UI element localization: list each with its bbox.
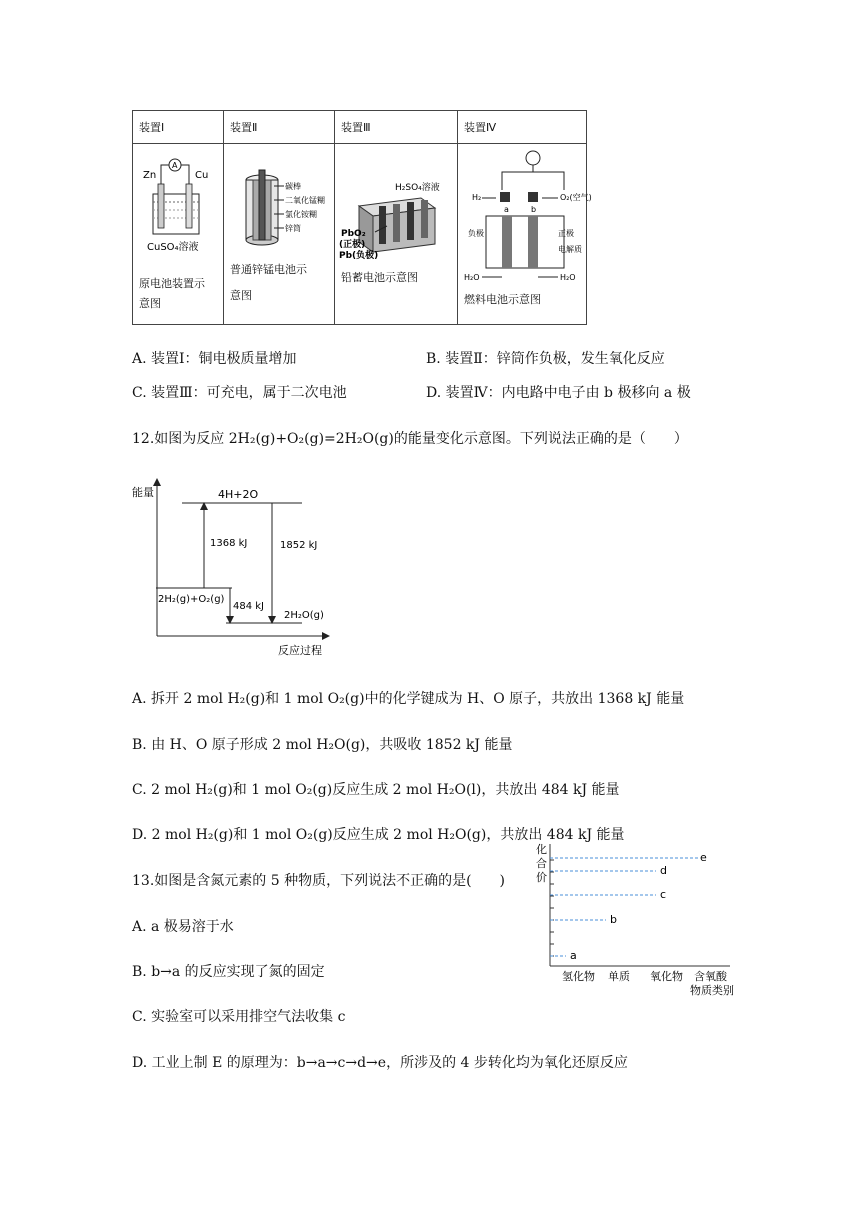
category-hydride: 氢化物: [562, 970, 595, 983]
label-zinc-can: 锌筒: [285, 224, 301, 233]
q12-option-a: A. 拆开 2 mol H₂(g)和 1 mol O₂(g)中的化学键成为 H、O 原子，共放出 1368 kJ 能量: [132, 691, 685, 707]
category-axis-title: 物质类别: [690, 984, 734, 997]
header-device-1: 装置Ⅰ: [133, 111, 224, 144]
devices-table: [132, 110, 592, 325]
fuel-cell-figure: [458, 144, 608, 284]
label-electrode-b: b: [531, 205, 537, 214]
header-device-3: 装置Ⅲ: [335, 111, 458, 144]
label-h2so4: H₂SO₄溶液: [395, 183, 440, 193]
valence-label-2: 合: [536, 857, 547, 870]
point-b: b: [610, 913, 617, 926]
device-1-caption: 原电池装置示 意图: [139, 277, 205, 310]
release-value: 1852 kJ: [280, 540, 318, 551]
label-o2-air: O₂(空气): [560, 193, 592, 202]
level-reactants-label: 2H₂(g)+O₂(g): [158, 594, 225, 605]
q12-stem: 12.如图为反应 2H₂(g)+O₂(g)=2H₂O(g)的能量变化示意图。下列说法正确的是（ ）: [132, 431, 688, 447]
device-3-cell: [335, 144, 458, 325]
device-2-caption: 普通锌锰电池示 意图: [230, 263, 307, 302]
device-4-cell: [458, 144, 592, 325]
device-2-cell: [224, 144, 335, 325]
point-e: e: [700, 851, 707, 864]
category-oxyacid: 含氧酸: [694, 970, 727, 983]
delta-value: 484 kJ: [233, 601, 265, 612]
label-h2: H₂: [472, 193, 482, 202]
point-c: c: [660, 888, 667, 901]
zinc-manganese-cell-figure: [224, 144, 328, 254]
point-d: d: [660, 864, 667, 877]
label-mno2-paste: 二氧化锰糊: [285, 196, 325, 205]
q11-option-b: B. 装置Ⅱ：锌筒作负极，发生氧化反应: [426, 351, 665, 367]
point-a: a: [570, 949, 577, 962]
label-nh4cl-paste: 氯化铵糊: [285, 210, 317, 219]
device-3-caption: 铅蓄电池示意图: [341, 271, 418, 284]
q11-option-c: C. 装置Ⅲ：可充电，属于二次电池: [132, 385, 347, 401]
device-1-cell: [133, 144, 224, 325]
lead-acid-battery-figure: [335, 144, 451, 264]
q11-option-a: A. 装置Ⅰ：铜电极质量增加: [132, 351, 297, 367]
q12-option-c: C. 2 mol H₂(g)和 1 mol O₂(g)反应生成 2 mol H₂O(l)，共放出 484 kJ 能量: [132, 782, 620, 798]
label-pbo2: PbO₂: [341, 229, 366, 239]
header-device-4: 装置Ⅳ: [458, 111, 587, 144]
label-carbon-rod: 碳棒: [285, 182, 301, 191]
q13-option-c: C. 实验室可以采用排空气法收集 c: [132, 1009, 346, 1025]
q13-option-d: D. 工业上制 E 的原理为：b→a→c→d→e，所涉及的 4 步转化均为氧化还原反应: [132, 1055, 628, 1071]
label-positive-pole: 正极: [558, 229, 574, 238]
label-ammeter: A: [172, 161, 178, 170]
label-cu: Cu: [195, 170, 209, 181]
label-zn: Zn: [143, 170, 157, 181]
device-4-caption: 燃料电池示意图: [464, 293, 541, 306]
q12-option-b: B. 由 H、O 原子形成 2 mol H₂O(g)，共吸收 1852 kJ 能量: [132, 737, 513, 753]
label-positive-pole: (正极): [339, 240, 366, 250]
q13-option-a: A. a 极易溶于水: [132, 919, 234, 935]
level-4h2o-label: 4H+2O: [218, 488, 259, 501]
q13-stem: 13.如图是含氮元素的 5 种物质，下列说法不正确的是( ): [132, 873, 505, 889]
energy-diagram: [130, 476, 340, 666]
energy-axis-label: 能量: [132, 486, 154, 499]
level-products-label: 2H₂O(g): [284, 610, 324, 621]
nitrogen-valence-chart: [530, 840, 770, 1002]
label-electrolyte: 电解质: [558, 245, 582, 254]
valence-label-1: 化: [536, 843, 547, 856]
category-element: 单质: [608, 970, 630, 983]
label-h2o-right: H₂O: [560, 273, 576, 282]
label-pb-negative: Pb(负极): [339, 251, 379, 261]
label-negative-pole: 负极: [468, 229, 484, 238]
header-device-2: 装置Ⅱ: [224, 111, 335, 144]
label-electrode-a: a: [504, 205, 509, 214]
bulb-icon: [526, 151, 540, 165]
category-oxide: 氧化物: [650, 970, 683, 983]
q13-option-b: B. b→a 的反应实现了氮的固定: [132, 964, 325, 980]
q12-option-d: D. 2 mol H₂(g)和 1 mol O₂(g)反应生成 2 mol H₂O(g)，共放出 484 kJ 能量: [132, 827, 625, 843]
label-cuso4: CuSO₄溶液: [147, 242, 199, 253]
absorb-value: 1368 kJ: [210, 538, 248, 549]
galvanic-cell-figure: [133, 144, 217, 254]
valence-label-3: 价: [536, 871, 547, 884]
q11-option-d: D. 装置Ⅳ：内电路中电子由 b 极移向 a 极: [426, 385, 691, 401]
reaction-axis-label: 反应过程: [278, 644, 322, 657]
label-h2o-left: H₂O: [464, 273, 480, 282]
